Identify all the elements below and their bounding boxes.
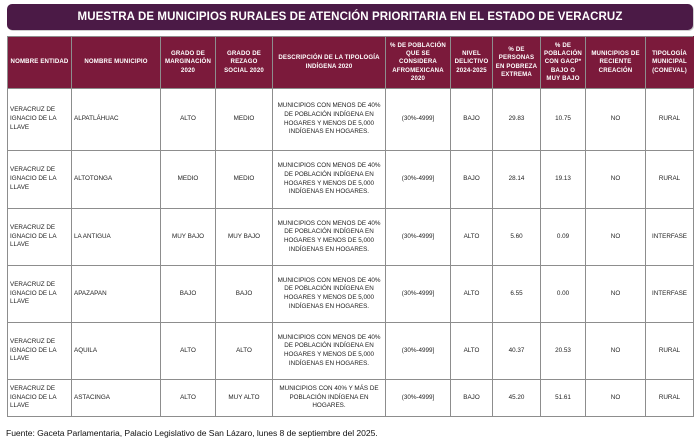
cell-municipio: APAZAPAN <box>72 266 161 323</box>
cell-afromexicana: (30%-4999] <box>386 151 451 209</box>
cell-marginacion: MUY BAJO <box>161 209 216 266</box>
cell-rezago: MEDIO <box>216 151 273 209</box>
column-header-7[interactable]: % DE PERSONAS EN POBREZA EXTREMA <box>493 37 541 89</box>
column-header-4[interactable]: DESCRIPCIÓN DE LA TIPOLOGÍA INDÍGENA 2020 <box>273 37 386 89</box>
cell-entidad: VERACRUZ DE IGNACIO DE LA LLAVE <box>8 323 72 380</box>
table-header-row <box>8 37 694 89</box>
cell-marginacion: BAJO <box>161 266 216 323</box>
cell-rezago: ALTO <box>216 323 273 380</box>
column-header-2[interactable]: GRADO DE MARGINACIÓN 2020 <box>161 37 216 89</box>
cell-pobreza: 6.55 <box>493 266 541 323</box>
municipios-table-container <box>7 36 693 417</box>
cell-tipologia: MUNICIPIOS CON MENOS DE 40% DE POBLACIÓN INDÍGENA EN HOGARES Y MENOS DE 5,000 INDÍGENAS EN HOGARES. <box>273 151 386 209</box>
cell-municipio: AQUILA <box>72 323 161 380</box>
table-body <box>8 89 694 417</box>
cell-rezago: BAJO <box>216 266 273 323</box>
cell-delictivo: ALTO <box>451 266 493 323</box>
column-header-10[interactable]: TIPOLOGÍA MUNICIPAL (CONEVAL) <box>646 37 694 89</box>
cell-gacp: 51.61 <box>541 380 586 417</box>
cell-entidad: VERACRUZ DE IGNACIO DE LA LLAVE <box>8 89 72 151</box>
column-header-0[interactable]: NOMBRE ENTIDAD <box>8 37 72 89</box>
cell-pobreza: 28.14 <box>493 151 541 209</box>
column-header-6[interactable]: NIVEL DELICTIVO 2024-2025 <box>451 37 493 89</box>
cell-afromexicana: (30%-4999] <box>386 323 451 380</box>
column-header-8[interactable]: % DE POBLACIÓN CON GACP* BAJO O MUY BAJO <box>541 37 586 89</box>
cell-gacp: 10.75 <box>541 89 586 151</box>
cell-entidad: VERACRUZ DE IGNACIO DE LA LLAVE <box>8 151 72 209</box>
cell-delictivo: BAJO <box>451 151 493 209</box>
table-row[interactable] <box>8 89 694 151</box>
cell-pobreza: 29.83 <box>493 89 541 151</box>
table-header <box>8 37 694 89</box>
cell-reciente: NO <box>586 89 646 151</box>
table-row[interactable] <box>8 151 694 209</box>
cell-tipologia: MUNICIPIOS CON MENOS DE 40% DE POBLACIÓN INDÍGENA EN HOGARES Y MENOS DE 5,000 INDÍGENAS EN HOGARES. <box>273 323 386 380</box>
table-row[interactable] <box>8 323 694 380</box>
column-header-3[interactable]: GRADO DE REZAGO SOCIAL 2020 <box>216 37 273 89</box>
cell-gacp: 19.13 <box>541 151 586 209</box>
cell-reciente: NO <box>586 380 646 417</box>
cell-marginacion: MEDIO <box>161 151 216 209</box>
cell-gacp: 20.53 <box>541 323 586 380</box>
cell-rezago: MUY ALTO <box>216 380 273 417</box>
cell-entidad: VERACRUZ DE IGNACIO DE LA LLAVE <box>8 266 72 323</box>
cell-tipologia: MUNICIPIOS CON MENOS DE 40% DE POBLACIÓN INDÍGENA EN HOGARES Y MENOS DE 5,000 INDÍGENAS EN HOGARES. <box>273 89 386 151</box>
cell-delictivo: BAJO <box>451 380 493 417</box>
cell-tipologia: MUNICIPIOS CON 40% Y MÁS DE POBLACIÓN INDÍGENA EN HOGARES. <box>273 380 386 417</box>
cell-delictivo: BAJO <box>451 89 493 151</box>
cell-rezago: MEDIO <box>216 89 273 151</box>
table-row[interactable] <box>8 209 694 266</box>
column-header-1[interactable]: NOMBRE MUNICIPIO <box>72 37 161 89</box>
cell-marginacion: ALTO <box>161 89 216 151</box>
cell-reciente: NO <box>586 151 646 209</box>
cell-tipologia: MUNICIPIOS CON MENOS DE 40% DE POBLACIÓN INDÍGENA EN HOGARES Y MENOS DE 5,000 INDÍGENAS EN HOGARES. <box>273 209 386 266</box>
cell-municipio: ALPATLÁHUAC <box>72 89 161 151</box>
cell-reciente: NO <box>586 266 646 323</box>
cell-entidad: VERACRUZ DE IGNACIO DE LA LLAVE <box>8 380 72 417</box>
municipios-table <box>7 36 694 417</box>
cell-marginacion: ALTO <box>161 323 216 380</box>
cell-gacp: 0.09 <box>541 209 586 266</box>
cell-municipio: ASTACINGA <box>72 380 161 417</box>
cell-municipio: ALTOTONGA <box>72 151 161 209</box>
cell-afromexicana: (30%-4999] <box>386 89 451 151</box>
cell-rezago: MUY BAJO <box>216 209 273 266</box>
cell-delictivo: ALTO <box>451 209 493 266</box>
cell-tipologia-municipal: RURAL <box>646 89 694 151</box>
cell-tipologia-municipal: INTERFASE <box>646 266 694 323</box>
cell-delictivo: ALTO <box>451 323 493 380</box>
cell-reciente: NO <box>586 209 646 266</box>
cell-afromexicana: (30%-4999] <box>386 266 451 323</box>
cell-pobreza: 40.37 <box>493 323 541 380</box>
cell-pobreza: 45.20 <box>493 380 541 417</box>
cell-gacp: 0.00 <box>541 266 586 323</box>
cell-entidad: VERACRUZ DE IGNACIO DE LA LLAVE <box>8 209 72 266</box>
source-footnote: Fuente: Gaceta Parlamentaria, Palacio Legislativo de San Lázaro, lunes 8 de septiembre del 2025. <box>6 428 378 438</box>
column-header-5[interactable]: % DE POBLACIÓN QUE SE CONSIDERA AFROMEXICANA 2020 <box>386 37 451 89</box>
cell-reciente: NO <box>586 323 646 380</box>
table-row[interactable] <box>8 266 694 323</box>
cell-tipologia-municipal: RURAL <box>646 380 694 417</box>
cell-afromexicana: (30%-4999] <box>386 209 451 266</box>
figure-title-bar <box>7 4 693 30</box>
table-row[interactable] <box>8 380 694 417</box>
column-header-9[interactable]: MUNICIPIOS DE RECIENTE CREACIÓN <box>586 37 646 89</box>
page-title: MUESTRA DE MUNICIPIOS RURALES DE ATENCIÓN PRIORITARIA EN EL ESTADO DE VERACRUZ <box>77 11 623 23</box>
cell-tipologia-municipal: RURAL <box>646 323 694 380</box>
cell-municipio: LA ANTIGUA <box>72 209 161 266</box>
cell-tipologia-municipal: INTERFASE <box>646 209 694 266</box>
cell-pobreza: 5.60 <box>493 209 541 266</box>
cell-tipologia-municipal: RURAL <box>646 151 694 209</box>
cell-marginacion: ALTO <box>161 380 216 417</box>
cell-afromexicana: (30%-4999] <box>386 380 451 417</box>
cell-tipologia: MUNICIPIOS CON MENOS DE 40% DE POBLACIÓN INDÍGENA EN HOGARES Y MENOS DE 5,000 INDÍGENAS EN HOGARES. <box>273 266 386 323</box>
